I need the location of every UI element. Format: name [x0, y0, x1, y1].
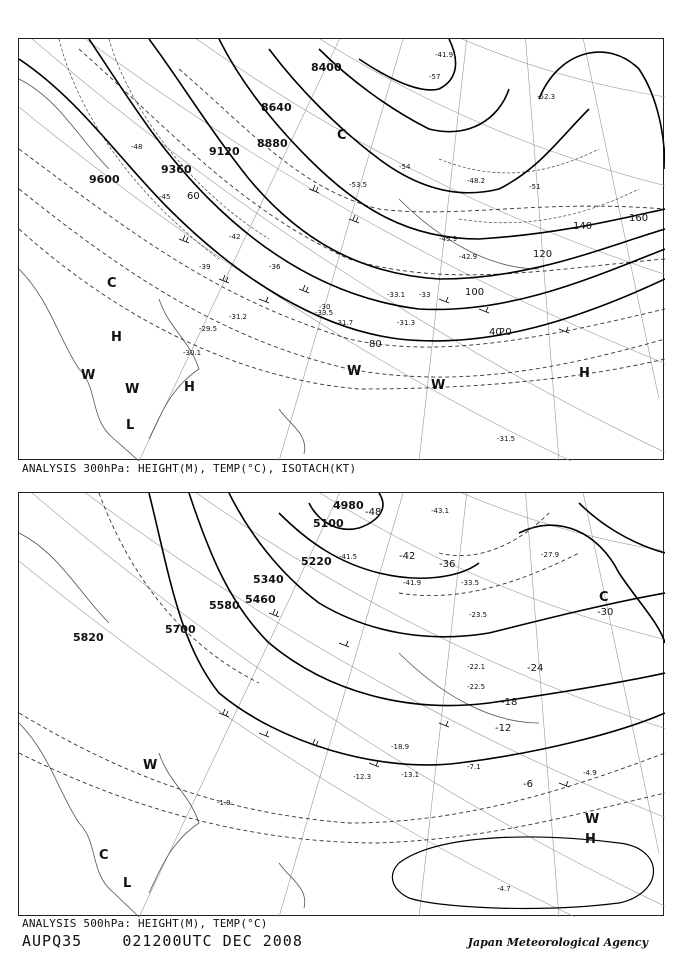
station-value: -22.5 [467, 683, 486, 691]
isotach-label: 140 [573, 221, 593, 232]
station-value: -23.5 [469, 611, 488, 619]
low-marker: L [126, 418, 135, 433]
high-marker: H [585, 832, 596, 847]
station-value: -41.5 [339, 553, 358, 561]
station-value: -41.9 [435, 51, 454, 59]
station-value: -42.9 [459, 253, 478, 261]
temp-label: -48 [365, 507, 382, 518]
temp-label: -30 [597, 607, 614, 618]
isotach-label: 60 [187, 191, 200, 202]
temp-label: -45 [159, 193, 171, 201]
temp-label: -24 [527, 663, 544, 674]
station-value: -31.5 [497, 435, 516, 443]
temp-label: -48 [131, 143, 143, 151]
temp-label: -12 [495, 723, 512, 734]
high-marker: H [579, 366, 590, 381]
station-value: -18.9 [391, 743, 410, 751]
station-value: -43.1 [431, 507, 450, 515]
temp-label: -51 [529, 183, 541, 191]
height-label: 5580 [209, 599, 240, 612]
wind-barbs [179, 185, 569, 333]
station-value: -12.3 [353, 773, 372, 781]
temp-label: -36 [269, 263, 281, 271]
temp-label: -33 [419, 291, 431, 299]
chart-300hpa [18, 38, 664, 460]
station-value: -45.9 [439, 235, 458, 243]
chart-500hpa [18, 492, 664, 916]
product-header [22, 932, 303, 950]
warm-marker: W [143, 758, 158, 773]
height-label: 9120 [209, 145, 240, 158]
temp-label: -57 [429, 73, 441, 81]
station-value: -31.3 [397, 319, 416, 327]
height-contours [19, 39, 665, 341]
high-marker: H [111, 330, 122, 345]
station-value: -30.1 [183, 349, 202, 357]
station-value: -48.2 [467, 177, 486, 185]
valid-time: 021200UTC DEC 2008 [122, 932, 303, 950]
station-value: -29.5 [199, 325, 218, 333]
station-value: -31.7 [335, 319, 354, 327]
height-label: 5820 [73, 631, 104, 644]
height-label: 5220 [301, 555, 332, 568]
station-value: -33.5 [461, 579, 480, 587]
product-code: AUPQ35 [22, 932, 83, 950]
low-marker: L [123, 876, 132, 891]
height-label: 5340 [253, 573, 284, 586]
temp-label: -30 [319, 303, 331, 311]
warm-marker: W [585, 812, 600, 827]
station-values [183, 51, 555, 443]
height-contours [149, 493, 665, 765]
temp-label: -42 [399, 551, 416, 562]
station-value: -41.9 [403, 579, 422, 587]
height-labels [73, 499, 364, 644]
caption-300hpa: ANALYSIS 300hPa: HEIGHT(M), TEMP(°C), ISOTACH(KT) [22, 462, 357, 475]
isotach-label: 40 [489, 327, 502, 338]
station-value: -52.3 [537, 93, 556, 101]
height-label: 5700 [165, 623, 196, 636]
map-300hpa [19, 39, 665, 461]
isotach-label: 20 [499, 327, 512, 338]
temp-label: -42 [229, 233, 241, 241]
closed-contour [392, 837, 653, 908]
cold-marker: C [99, 848, 109, 863]
cold-marker: C [337, 128, 347, 143]
temp-label: -18 [501, 697, 518, 708]
warm-marker: W [431, 378, 446, 393]
system-markers [81, 128, 593, 433]
height-label: 5100 [313, 517, 344, 530]
station-value: -31.2 [229, 313, 248, 321]
station-value: -53.5 [349, 181, 368, 189]
high-marker: H [184, 380, 195, 395]
warm-marker: W [81, 368, 96, 383]
station-value: -1.9 [217, 799, 231, 807]
height-label: 8880 [257, 137, 288, 150]
cold-marker: C [599, 590, 609, 605]
isotach-label: 100 [465, 287, 485, 298]
graticule [19, 39, 665, 461]
warm-marker: W [125, 382, 140, 397]
temp-label: -6 [523, 779, 533, 790]
map-500hpa [19, 493, 665, 917]
station-value: -22.1 [467, 663, 486, 671]
agency-name: Japan Meteorological Agency [467, 936, 648, 949]
station-value: -4.9 [583, 769, 597, 777]
station-value: -4.7 [497, 885, 511, 893]
warm-marker: W [347, 364, 362, 379]
cold-marker: C [107, 276, 117, 291]
station-value: -13.1 [401, 771, 420, 779]
temp-label: -36 [439, 559, 456, 570]
height-label: 4980 [333, 499, 364, 512]
station-value: -7.1 [467, 763, 481, 771]
height-label: 9360 [161, 163, 192, 176]
temp-label: -39 [199, 263, 211, 271]
isotach-label: 120 [533, 249, 553, 260]
isotach-label: 160 [629, 213, 649, 224]
height-label: 9600 [89, 173, 120, 186]
caption-500hpa: ANALYSIS 500hPa: HEIGHT(M), TEMP(°C) [22, 917, 268, 930]
station-value: -33.5 [315, 309, 334, 317]
height-labels [89, 61, 342, 186]
height-label: 5460 [245, 593, 276, 606]
station-value: -27.9 [541, 551, 560, 559]
height-label: 8640 [261, 101, 292, 114]
station-value: -33.1 [387, 291, 406, 299]
height-label: 8400 [311, 61, 342, 74]
temp-label: -54 [399, 163, 411, 171]
isotach-label: 80 [369, 339, 382, 350]
